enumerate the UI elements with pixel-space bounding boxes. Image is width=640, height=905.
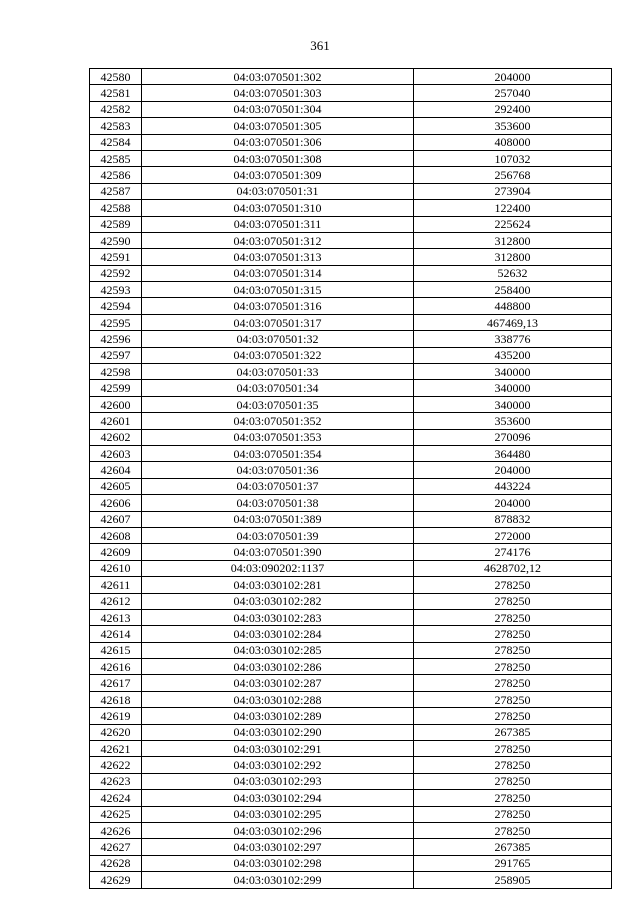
value-cell: 278250 bbox=[414, 822, 612, 838]
cadastral-number-cell: 04:03:070501:33 bbox=[142, 364, 414, 380]
row-number-cell: 42584 bbox=[90, 134, 142, 150]
table-row bbox=[90, 872, 612, 888]
value-cell: 270096 bbox=[414, 429, 612, 445]
value-cell: 122400 bbox=[414, 200, 612, 216]
value-cell: 467469,13 bbox=[414, 314, 612, 330]
cadastral-number-cell: 04:03:030102:288 bbox=[142, 691, 414, 707]
value-cell: 340000 bbox=[414, 364, 612, 380]
table-row bbox=[90, 642, 612, 658]
value-cell: 435200 bbox=[414, 347, 612, 363]
table-row bbox=[90, 593, 612, 609]
cadastral-number-cell: 04:03:070501:303 bbox=[142, 85, 414, 101]
cadastral-number-cell: 04:03:030102:297 bbox=[142, 839, 414, 855]
value-cell: 364480 bbox=[414, 445, 612, 461]
row-number-cell: 42595 bbox=[90, 314, 142, 330]
row-number-cell: 42614 bbox=[90, 626, 142, 642]
cadastral-number-cell: 04:03:070501:309 bbox=[142, 167, 414, 183]
value-cell: 340000 bbox=[414, 380, 612, 396]
table-row bbox=[90, 757, 612, 773]
table-row bbox=[90, 331, 612, 347]
cadastral-number-cell: 04:03:070501:316 bbox=[142, 298, 414, 314]
value-cell: 4628702,12 bbox=[414, 560, 612, 576]
table-row bbox=[90, 364, 612, 380]
table-row bbox=[90, 134, 612, 150]
table-row bbox=[90, 609, 612, 625]
cadastral-number-cell: 04:03:030102:298 bbox=[142, 855, 414, 871]
value-cell: 278250 bbox=[414, 806, 612, 822]
value-cell: 267385 bbox=[414, 839, 612, 855]
table-row bbox=[90, 462, 612, 478]
value-cell: 278250 bbox=[414, 577, 612, 593]
table-row bbox=[90, 150, 612, 166]
row-number-cell: 42592 bbox=[90, 265, 142, 281]
value-cell: 340000 bbox=[414, 396, 612, 412]
value-cell: 258400 bbox=[414, 282, 612, 298]
row-number-cell: 42587 bbox=[90, 183, 142, 199]
row-number-cell: 42626 bbox=[90, 822, 142, 838]
value-cell: 204000 bbox=[414, 462, 612, 478]
table-row bbox=[90, 478, 612, 494]
row-number-cell: 42582 bbox=[90, 101, 142, 117]
row-number-cell: 42621 bbox=[90, 741, 142, 757]
table-row bbox=[90, 790, 612, 806]
table-row bbox=[90, 741, 612, 757]
row-number-cell: 42609 bbox=[90, 544, 142, 560]
cadastral-number-cell: 04:03:070501:38 bbox=[142, 495, 414, 511]
cadastral-number-cell: 04:03:070501:35 bbox=[142, 396, 414, 412]
row-number-cell: 42622 bbox=[90, 757, 142, 773]
row-number-cell: 42581 bbox=[90, 85, 142, 101]
row-number-cell: 42604 bbox=[90, 462, 142, 478]
row-number-cell: 42586 bbox=[90, 167, 142, 183]
value-cell: 278250 bbox=[414, 757, 612, 773]
cadastral-number-cell: 04:03:090202:1137 bbox=[142, 560, 414, 576]
row-number-cell: 42620 bbox=[90, 724, 142, 740]
table-row bbox=[90, 282, 612, 298]
cadastral-number-cell: 04:03:070501:317 bbox=[142, 314, 414, 330]
cadastral-number-cell: 04:03:070501:36 bbox=[142, 462, 414, 478]
data-table bbox=[89, 68, 612, 889]
table-row bbox=[90, 249, 612, 265]
table-row bbox=[90, 839, 612, 855]
table-row bbox=[90, 216, 612, 232]
table-row bbox=[90, 675, 612, 691]
row-number-cell: 42591 bbox=[90, 249, 142, 265]
value-cell: 353600 bbox=[414, 413, 612, 429]
cadastral-number-cell: 04:03:070501:302 bbox=[142, 69, 414, 85]
cadastral-number-cell: 04:03:070501:311 bbox=[142, 216, 414, 232]
row-number-cell: 42611 bbox=[90, 577, 142, 593]
table-row bbox=[90, 708, 612, 724]
table-row bbox=[90, 429, 612, 445]
table-row bbox=[90, 85, 612, 101]
table-row bbox=[90, 822, 612, 838]
table-row bbox=[90, 544, 612, 560]
row-number-cell: 42603 bbox=[90, 445, 142, 461]
cadastral-number-cell: 04:03:030102:284 bbox=[142, 626, 414, 642]
value-cell: 274176 bbox=[414, 544, 612, 560]
cadastral-number-cell: 04:03:070501:308 bbox=[142, 150, 414, 166]
value-cell: 272000 bbox=[414, 527, 612, 543]
table-row bbox=[90, 413, 612, 429]
row-number-cell: 42618 bbox=[90, 691, 142, 707]
value-cell: 292400 bbox=[414, 101, 612, 117]
value-cell: 278250 bbox=[414, 708, 612, 724]
table-row bbox=[90, 314, 612, 330]
row-number-cell: 42583 bbox=[90, 118, 142, 134]
row-number-cell: 42600 bbox=[90, 396, 142, 412]
row-number-cell: 42610 bbox=[90, 560, 142, 576]
value-cell: 291765 bbox=[414, 855, 612, 871]
row-number-cell: 42589 bbox=[90, 216, 142, 232]
row-number-cell: 42597 bbox=[90, 347, 142, 363]
value-cell: 278250 bbox=[414, 790, 612, 806]
table-row bbox=[90, 691, 612, 707]
table-row bbox=[90, 659, 612, 675]
row-number-cell: 42606 bbox=[90, 495, 142, 511]
cadastral-number-cell: 04:03:070501:305 bbox=[142, 118, 414, 134]
table-row bbox=[90, 577, 612, 593]
cadastral-number-cell: 04:03:070501:32 bbox=[142, 331, 414, 347]
table-row bbox=[90, 200, 612, 216]
table-row bbox=[90, 773, 612, 789]
cadastral-number-cell: 04:03:030102:296 bbox=[142, 822, 414, 838]
value-cell: 204000 bbox=[414, 495, 612, 511]
table-row bbox=[90, 167, 612, 183]
cadastral-number-cell: 04:03:070501:353 bbox=[142, 429, 414, 445]
row-number-cell: 42613 bbox=[90, 609, 142, 625]
cadastral-number-cell: 04:03:030102:299 bbox=[142, 872, 414, 888]
table-row bbox=[90, 347, 612, 363]
row-number-cell: 42629 bbox=[90, 872, 142, 888]
cadastral-number-cell: 04:03:070501:306 bbox=[142, 134, 414, 150]
table-row bbox=[90, 855, 612, 871]
row-number-cell: 42601 bbox=[90, 413, 142, 429]
value-cell: 258905 bbox=[414, 872, 612, 888]
table-row bbox=[90, 806, 612, 822]
cadastral-number-cell: 04:03:070501:39 bbox=[142, 527, 414, 543]
cadastral-number-cell: 04:03:070501:389 bbox=[142, 511, 414, 527]
value-cell: 278250 bbox=[414, 675, 612, 691]
cadastral-number-cell: 04:03:030102:294 bbox=[142, 790, 414, 806]
table-row bbox=[90, 396, 612, 412]
cadastral-number-cell: 04:03:030102:292 bbox=[142, 757, 414, 773]
row-number-cell: 42628 bbox=[90, 855, 142, 871]
row-number-cell: 42619 bbox=[90, 708, 142, 724]
value-cell: 273904 bbox=[414, 183, 612, 199]
row-number-cell: 42585 bbox=[90, 150, 142, 166]
cadastral-number-cell: 04:03:070501:352 bbox=[142, 413, 414, 429]
row-number-cell: 42623 bbox=[90, 773, 142, 789]
row-number-cell: 42607 bbox=[90, 511, 142, 527]
value-cell: 204000 bbox=[414, 69, 612, 85]
table-row bbox=[90, 527, 612, 543]
cadastral-number-cell: 04:03:030102:286 bbox=[142, 659, 414, 675]
cadastral-number-cell: 04:03:070501:390 bbox=[142, 544, 414, 560]
cadastral-number-cell: 04:03:070501:34 bbox=[142, 380, 414, 396]
value-cell: 408000 bbox=[414, 134, 612, 150]
cadastral-number-cell: 04:03:070501:354 bbox=[142, 445, 414, 461]
cadastral-number-cell: 04:03:030102:285 bbox=[142, 642, 414, 658]
cadastral-number-cell: 04:03:030102:289 bbox=[142, 708, 414, 724]
table-body bbox=[90, 69, 612, 889]
page-number: 361 bbox=[310, 38, 330, 53]
table-row bbox=[90, 626, 612, 642]
value-cell: 278250 bbox=[414, 609, 612, 625]
table-row bbox=[90, 183, 612, 199]
table-row bbox=[90, 101, 612, 117]
table-row bbox=[90, 298, 612, 314]
table-row bbox=[90, 69, 612, 85]
cadastral-number-cell: 04:03:070501:304 bbox=[142, 101, 414, 117]
cadastral-number-cell: 04:03:030102:282 bbox=[142, 593, 414, 609]
cadastral-number-cell: 04:03:070501:313 bbox=[142, 249, 414, 265]
row-number-cell: 42588 bbox=[90, 200, 142, 216]
row-number-cell: 42627 bbox=[90, 839, 142, 855]
value-cell: 256768 bbox=[414, 167, 612, 183]
row-number-cell: 42598 bbox=[90, 364, 142, 380]
value-cell: 107032 bbox=[414, 150, 612, 166]
value-cell: 52632 bbox=[414, 265, 612, 281]
row-number-cell: 42616 bbox=[90, 659, 142, 675]
row-number-cell: 42605 bbox=[90, 478, 142, 494]
row-number-cell: 42594 bbox=[90, 298, 142, 314]
value-cell: 267385 bbox=[414, 724, 612, 740]
table-row bbox=[90, 380, 612, 396]
table-row bbox=[90, 495, 612, 511]
cadastral-number-cell: 04:03:070501:314 bbox=[142, 265, 414, 281]
row-number-cell: 42590 bbox=[90, 232, 142, 248]
value-cell: 278250 bbox=[414, 741, 612, 757]
row-number-cell: 42615 bbox=[90, 642, 142, 658]
row-number-cell: 42612 bbox=[90, 593, 142, 609]
row-number-cell: 42596 bbox=[90, 331, 142, 347]
value-cell: 338776 bbox=[414, 331, 612, 347]
value-cell: 878832 bbox=[414, 511, 612, 527]
table-row bbox=[90, 118, 612, 134]
value-cell: 278250 bbox=[414, 642, 612, 658]
row-number-cell: 42580 bbox=[90, 69, 142, 85]
value-cell: 312800 bbox=[414, 249, 612, 265]
cadastral-number-cell: 04:03:070501:31 bbox=[142, 183, 414, 199]
cadastral-number-cell: 04:03:070501:310 bbox=[142, 200, 414, 216]
cadastral-number-cell: 04:03:070501:322 bbox=[142, 347, 414, 363]
table-row bbox=[90, 560, 612, 576]
table-row bbox=[90, 265, 612, 281]
row-number-cell: 42625 bbox=[90, 806, 142, 822]
row-number-cell: 42624 bbox=[90, 790, 142, 806]
value-cell: 225624 bbox=[414, 216, 612, 232]
cadastral-number-cell: 04:03:030102:295 bbox=[142, 806, 414, 822]
cadastral-number-cell: 04:03:070501:315 bbox=[142, 282, 414, 298]
row-number-cell: 42599 bbox=[90, 380, 142, 396]
cadastral-number-cell: 04:03:070501:312 bbox=[142, 232, 414, 248]
value-cell: 278250 bbox=[414, 773, 612, 789]
value-cell: 257040 bbox=[414, 85, 612, 101]
row-number-cell: 42617 bbox=[90, 675, 142, 691]
table-row bbox=[90, 511, 612, 527]
row-number-cell: 42608 bbox=[90, 527, 142, 543]
row-number-cell: 42593 bbox=[90, 282, 142, 298]
cadastral-number-cell: 04:03:030102:291 bbox=[142, 741, 414, 757]
cadastral-number-cell: 04:03:030102:293 bbox=[142, 773, 414, 789]
cadastral-number-cell: 04:03:030102:290 bbox=[142, 724, 414, 740]
value-cell: 278250 bbox=[414, 593, 612, 609]
cadastral-number-cell: 04:03:030102:283 bbox=[142, 609, 414, 625]
value-cell: 278250 bbox=[414, 691, 612, 707]
value-cell: 278250 bbox=[414, 659, 612, 675]
table-row bbox=[90, 232, 612, 248]
value-cell: 443224 bbox=[414, 478, 612, 494]
table-row bbox=[90, 445, 612, 461]
cadastral-number-cell: 04:03:030102:287 bbox=[142, 675, 414, 691]
value-cell: 312800 bbox=[414, 232, 612, 248]
cadastral-number-cell: 04:03:030102:281 bbox=[142, 577, 414, 593]
value-cell: 353600 bbox=[414, 118, 612, 134]
row-number-cell: 42602 bbox=[90, 429, 142, 445]
value-cell: 278250 bbox=[414, 626, 612, 642]
table-row bbox=[90, 724, 612, 740]
cadastral-number-cell: 04:03:070501:37 bbox=[142, 478, 414, 494]
value-cell: 448800 bbox=[414, 298, 612, 314]
